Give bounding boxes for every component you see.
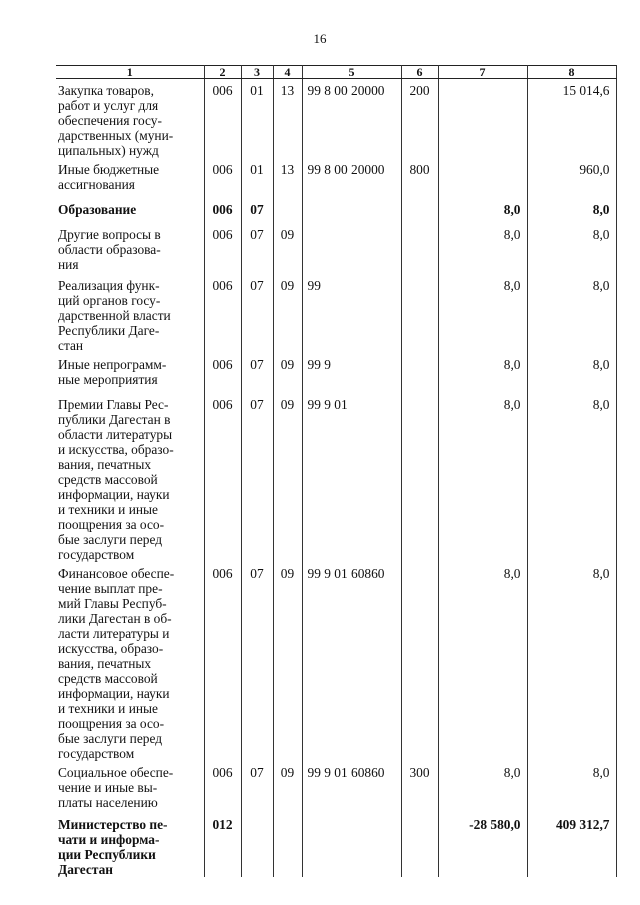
column-header-7: 7 (438, 66, 527, 79)
table-row (56, 223, 616, 274)
row-label-text: Премии Главы Рес- публики Дагестан в области литературы и искусства, образо- вания, печатных средств массовой информации, науки и техники и иные поощрения за осо- бые заслуги перед государством (58, 397, 174, 562)
amount-total-cell: 8,0 (527, 393, 616, 562)
amount-change-cell: 8,0 (438, 223, 527, 274)
row-label (56, 274, 204, 353)
subsection-cell (273, 813, 302, 877)
amount-total-cell: 960,0 (527, 158, 616, 198)
subsection-cell (273, 198, 302, 223)
row-label (56, 761, 204, 813)
subsection-cell: 13 (273, 79, 302, 159)
column-header-2: 2 (204, 66, 241, 79)
expense-type-cell (401, 562, 438, 761)
expense-type-cell (401, 198, 438, 223)
row-label (56, 353, 204, 393)
row-label-text: Другие вопросы в области образова- ния (58, 227, 161, 272)
admin-code-cell: 006 (204, 353, 241, 393)
row-label-text: Министерство пе- чати и информа- ции Республики Дагестан (58, 817, 168, 877)
amount-total-cell: 8,0 (527, 274, 616, 353)
target-article-cell: 99 (302, 274, 401, 353)
admin-code-cell: 006 (204, 158, 241, 198)
amount-change-cell: 8,0 (438, 274, 527, 353)
expense-type-cell: 200 (401, 79, 438, 159)
table-row (56, 393, 616, 562)
table-row (56, 813, 616, 877)
amount-total-cell: 8,0 (527, 353, 616, 393)
row-label (56, 813, 204, 877)
expense-type-cell (401, 353, 438, 393)
table-row (56, 274, 616, 353)
table-row (56, 198, 616, 223)
section-cell: 01 (241, 158, 273, 198)
page-number: 16 (313, 31, 327, 46)
admin-code-cell: 006 (204, 562, 241, 761)
target-article-cell (302, 813, 401, 877)
target-article-cell (302, 198, 401, 223)
admin-code-cell: 006 (204, 274, 241, 353)
admin-code-cell: 012 (204, 813, 241, 877)
expense-type-cell: 300 (401, 761, 438, 813)
target-article-cell: 99 8 00 20000 (302, 79, 401, 159)
column-header-3: 3 (241, 66, 273, 79)
table-row (56, 761, 616, 813)
column-header-1: 1 (56, 66, 204, 79)
amount-change-cell: 8,0 (438, 562, 527, 761)
table-body (56, 79, 616, 878)
header-row (56, 66, 616, 79)
amount-change-cell: -28 580,0 (438, 813, 527, 877)
amount-total-cell: 409 312,7 (527, 813, 616, 877)
row-label (56, 79, 204, 159)
amount-total-cell: 8,0 (527, 761, 616, 813)
row-label (56, 198, 204, 223)
subsection-cell: 09 (273, 393, 302, 562)
section-cell: 07 (241, 562, 273, 761)
admin-code-cell: 006 (204, 198, 241, 223)
row-label (56, 223, 204, 274)
subsection-cell: 09 (273, 761, 302, 813)
table-row (56, 562, 616, 761)
column-header-8: 8 (527, 66, 616, 79)
section-cell: 07 (241, 274, 273, 353)
expense-type-cell (401, 223, 438, 274)
admin-code-cell: 006 (204, 761, 241, 813)
section-cell: 07 (241, 198, 273, 223)
expense-type-cell: 800 (401, 158, 438, 198)
subsection-cell: 09 (273, 223, 302, 274)
admin-code-cell: 006 (204, 393, 241, 562)
section-cell (241, 813, 273, 877)
section-cell: 07 (241, 353, 273, 393)
row-label-text: Иные непрограмм- ные мероприятия (58, 357, 167, 387)
budget-table (56, 65, 617, 877)
row-label-text: Иные бюджетные ассигнования (58, 162, 160, 192)
row-label-text: Финансовое обеспе- чение выплат пре- мий Главы Респуб- лики Дагестан в об- ласти литературы и искусства, образо- вания, печатных средств массовой информации, науки и техники и иные поощрения за осо- бые заслуги перед государством (58, 566, 175, 761)
target-article-cell: 99 9 01 60860 (302, 562, 401, 761)
table-row (56, 353, 616, 393)
amount-change-cell: 8,0 (438, 761, 527, 813)
target-article-cell: 99 9 01 (302, 393, 401, 562)
row-label-text: Образование (58, 202, 137, 217)
section-cell: 07 (241, 393, 273, 562)
column-header-4: 4 (273, 66, 302, 79)
row-label-text: Социальное обеспе- чение и иные вы- платы населению (58, 765, 174, 810)
section-cell: 07 (241, 223, 273, 274)
subsection-cell: 09 (273, 353, 302, 393)
amount-change-cell: 8,0 (438, 198, 527, 223)
expense-type-cell (401, 393, 438, 562)
column-header-6: 6 (401, 66, 438, 79)
amount-change-cell (438, 158, 527, 198)
section-cell: 07 (241, 761, 273, 813)
target-article-cell: 99 8 00 20000 (302, 158, 401, 198)
admin-code-cell: 006 (204, 223, 241, 274)
column-header-5: 5 (302, 66, 401, 79)
amount-change-cell: 8,0 (438, 353, 527, 393)
amount-change-cell (438, 79, 527, 159)
target-article-cell (302, 223, 401, 274)
row-label (56, 158, 204, 198)
target-article-cell: 99 9 01 60860 (302, 761, 401, 813)
table-row (56, 79, 616, 159)
amount-change-cell: 8,0 (438, 393, 527, 562)
subsection-cell: 09 (273, 562, 302, 761)
admin-code-cell: 006 (204, 79, 241, 159)
row-label-text: Реализация функ- ций органов госу- дарственной власти Республики Даге- стан (58, 278, 171, 353)
subsection-cell: 09 (273, 274, 302, 353)
row-label-text: Закупка товаров, работ и услуг для обеспечения госу- дарственных (муни- ципальных) нужд (58, 83, 174, 158)
expense-type-cell (401, 813, 438, 877)
amount-total-cell: 8,0 (527, 562, 616, 761)
target-article-cell: 99 9 (302, 353, 401, 393)
amount-total-cell: 8,0 (527, 198, 616, 223)
expense-type-cell (401, 274, 438, 353)
table-row (56, 158, 616, 198)
amount-total-cell: 15 014,6 (527, 79, 616, 159)
row-label (56, 393, 204, 562)
row-label (56, 562, 204, 761)
subsection-cell: 13 (273, 158, 302, 198)
section-cell: 01 (241, 79, 273, 159)
amount-total-cell: 8,0 (527, 223, 616, 274)
